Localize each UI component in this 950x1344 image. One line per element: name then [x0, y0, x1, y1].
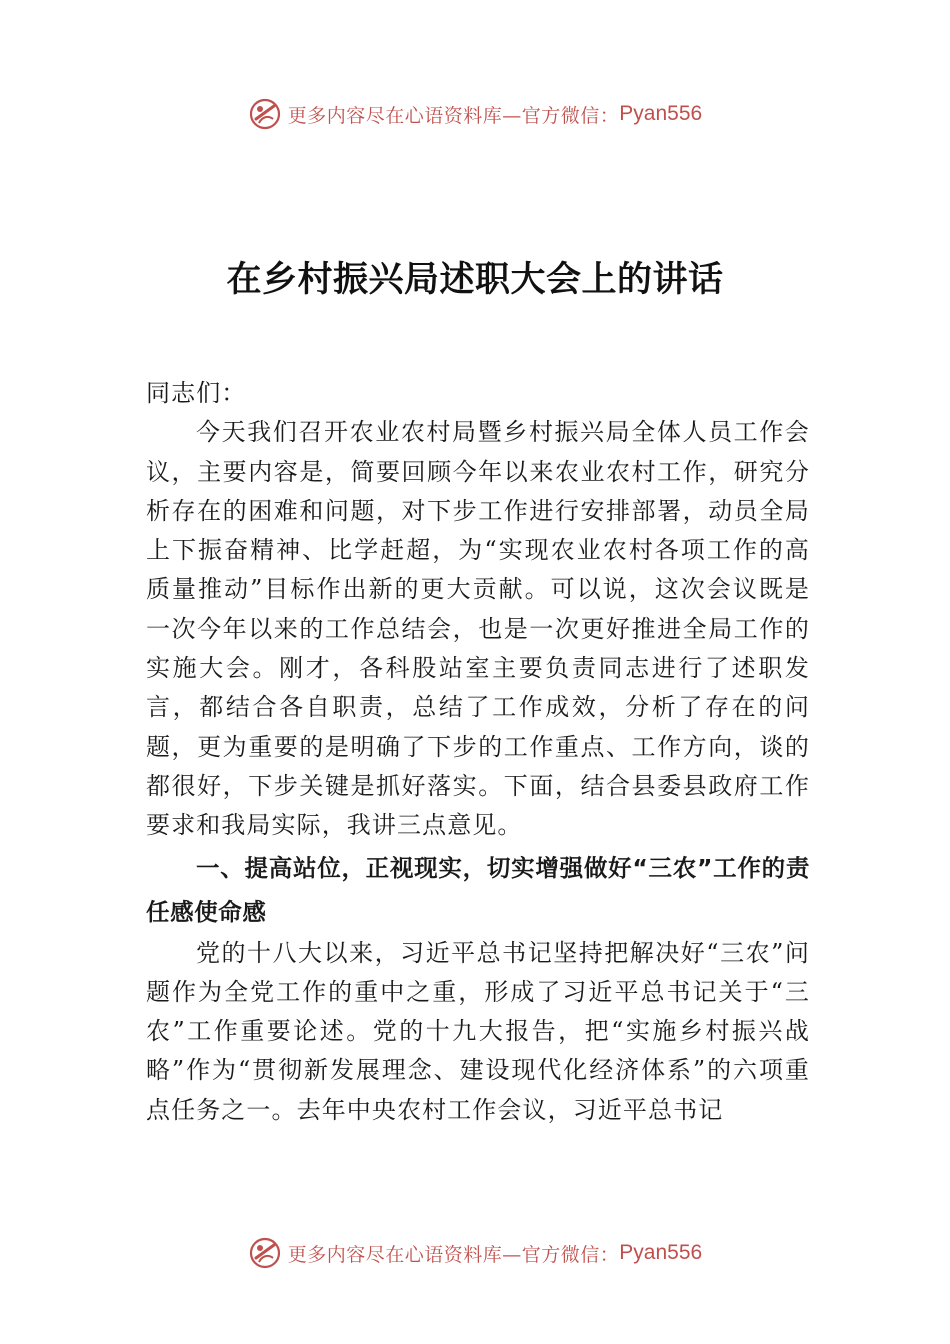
- banner-text: 更多内容尽在心语资料库—官方微信：: [287, 104, 620, 127]
- footer-banner: [0, 1233, 950, 1273]
- document-body: [146, 374, 810, 1130]
- banner-text: 更多内容尽在心语资料库—官方微信：: [287, 1243, 620, 1266]
- header-banner: [0, 94, 950, 134]
- salutation: 同志们：: [146, 379, 247, 407]
- banner-wechat-id: Pyan556: [619, 1241, 703, 1264]
- body-paragraph: 今天我们召开农业农村局暨乡村振兴局全体人员工作会议，主要内容是，简要回顾今年以来农业农村工作，研究分析存在的困难和问题，对下步工作进行安排部署，动员全局上下振奋精神、比学赶超，为“实现农业农村各项工作的高质量推动”目标作出新的更大贡献。可以说，这次会议既是一次今年以来的工作总结会，也是一次更好推进全局工作的实施大会。刚才，各科股站室主要负责同志进行了述职发言，都结合各自职责，总结了工作成效，分析了存在的问题，更为重要的是明确了下步的工作重点、工作方向，谈的都很好，下步关键是抓好落实。下面，结合县委县政府工作要求和我局实际，我讲三点意见。: [146, 418, 810, 840]
- banner-wechat-id: Pyan556: [619, 102, 703, 125]
- pen-seal-logo-icon: [248, 1236, 282, 1270]
- pen-seal-logo-icon: [248, 97, 282, 131]
- body-paragraph: 党的十八大以来，习近平总书记坚持把解决好“三农”问题作为全党工作的重中之重，形成了习近平总书记关于“三农”工作重要论述。党的十九大报告，把“实施乡村振兴战略”作为“贯彻新发展理念、建设现代化经济体系”的六项重点任务之一。去年中央农村工作会议，习近平总书记: [146, 938, 810, 1124]
- document-title: 在乡村振兴局述职大会上的讲话: [226, 260, 724, 300]
- section-heading: 一、提高站位，正视现实，切实增强做好“三农”工作的责任感使命感: [146, 853, 810, 926]
